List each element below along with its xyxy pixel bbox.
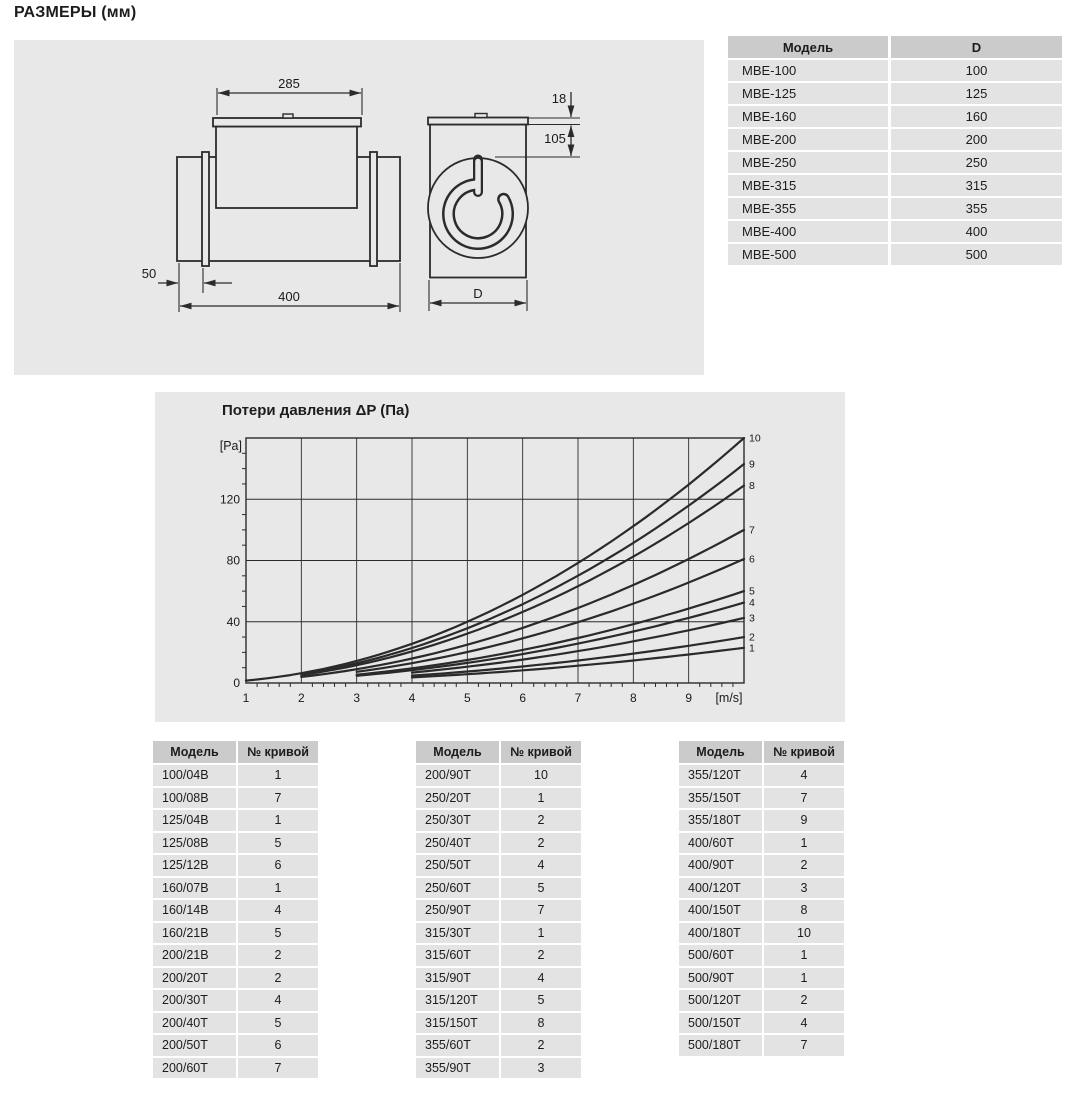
- table-row: [679, 1035, 844, 1056]
- curve-4: [357, 603, 744, 676]
- model-cell: 315/120Т: [416, 990, 499, 1011]
- dim-285-label: 285: [278, 76, 300, 91]
- curve-label-7: 7: [749, 524, 755, 537]
- value-cell: 5: [238, 923, 318, 944]
- dimensions-drawing-panel: [14, 40, 704, 375]
- model-cell: 400/60Т: [679, 833, 762, 854]
- dim-D-label: D: [473, 286, 483, 301]
- model-cell: 400/90Т: [679, 855, 762, 876]
- table-row: [153, 765, 318, 786]
- dim-400-label: 400: [278, 289, 300, 304]
- table-row: [679, 833, 844, 854]
- col-header-model: Модель: [416, 741, 499, 763]
- curve-label-5: 5: [749, 585, 755, 598]
- y-tick-label: 80: [226, 553, 240, 568]
- curve-label-10: 10: [749, 432, 761, 445]
- curve-label-8: 8: [749, 479, 755, 492]
- col-header-model: Модель: [728, 36, 888, 58]
- value-cell: 4: [501, 855, 581, 876]
- y-axis-unit-label: [Pa]: [219, 439, 242, 453]
- model-cell: 200/60Т: [153, 1058, 236, 1079]
- table-row: [679, 878, 844, 899]
- model-cell: МВЕ-200: [728, 129, 888, 150]
- col-header-model: Модель: [679, 741, 762, 763]
- model-cell: МВЕ-160: [728, 106, 888, 127]
- table-row: [416, 900, 581, 921]
- table-header-row: [416, 741, 581, 763]
- model-cell: 355/90Т: [416, 1058, 499, 1079]
- value-cell: 7: [501, 900, 581, 921]
- pressure-loss-panel: [155, 392, 845, 722]
- model-cell: 250/50Т: [416, 855, 499, 876]
- table-row: [728, 175, 1062, 196]
- model-diameter-table: [728, 36, 1062, 267]
- model-cell: МВЕ-125: [728, 83, 888, 104]
- model-cell: 500/120Т: [679, 990, 762, 1011]
- col-header-value: № кривой: [764, 741, 844, 763]
- curve-label-4: 4: [749, 597, 755, 610]
- value-cell: 4: [238, 900, 318, 921]
- value-cell: 8: [764, 900, 844, 921]
- table-header-row: [679, 741, 844, 763]
- table-row: [153, 833, 318, 854]
- model-cell: 100/08В: [153, 788, 236, 809]
- table-row: [416, 1035, 581, 1056]
- table-row: [728, 106, 1062, 127]
- model-cell: МВЕ-315: [728, 175, 888, 196]
- table-row: [679, 990, 844, 1011]
- table-row: [153, 968, 318, 989]
- value-cell: 1: [501, 923, 581, 944]
- value-cell: 200: [891, 129, 1062, 150]
- y-tick-label: 120: [219, 492, 240, 507]
- model-cell: МВЕ-500: [728, 244, 888, 265]
- table-row: [416, 855, 581, 876]
- table-row: [679, 968, 844, 989]
- y-tick-label: 0: [233, 676, 240, 690]
- value-cell: 315: [891, 175, 1062, 196]
- value-cell: 2: [501, 945, 581, 966]
- model-cell: 200/50Т: [153, 1035, 236, 1056]
- dim-105-label: 105: [544, 131, 566, 146]
- table-row: [728, 244, 1062, 265]
- dim-50-label: 50: [141, 266, 157, 281]
- dim-18-label: 18: [551, 91, 567, 106]
- model-cell: 200/21В: [153, 945, 236, 966]
- table-row: [416, 1013, 581, 1034]
- front-lid-nub: [475, 114, 487, 118]
- model-cell: МВЕ-250: [728, 152, 888, 173]
- table-row: [728, 221, 1062, 242]
- value-cell: 250: [891, 152, 1062, 173]
- model-cell: 315/60Т: [416, 945, 499, 966]
- model-cell: 400/180Т: [679, 923, 762, 944]
- col-header-value: D: [891, 36, 1062, 58]
- terminal-box-lid: [213, 118, 361, 127]
- model-cell: 200/40Т: [153, 1013, 236, 1034]
- table-row: [416, 765, 581, 786]
- y-tick-label: 40: [226, 614, 240, 629]
- model-cell: 250/30Т: [416, 810, 499, 831]
- table-row: [416, 788, 581, 809]
- table-row: [679, 855, 844, 876]
- table-row: [416, 1058, 581, 1079]
- model-cell: 500/90Т: [679, 968, 762, 989]
- value-cell: 160: [891, 106, 1062, 127]
- value-cell: 4: [764, 1013, 844, 1034]
- side-flange-right: [370, 152, 377, 266]
- value-cell: 2: [764, 990, 844, 1011]
- table-row: [728, 152, 1062, 173]
- value-cell: 2: [764, 855, 844, 876]
- table-row: [153, 1013, 318, 1034]
- value-cell: 9: [764, 810, 844, 831]
- value-cell: 5: [501, 878, 581, 899]
- value-cell: 2: [238, 945, 318, 966]
- table-row: [728, 60, 1062, 81]
- value-cell: 1: [764, 968, 844, 989]
- side-flange-left: [202, 152, 209, 266]
- value-cell: 7: [764, 1035, 844, 1056]
- value-cell: 2: [501, 810, 581, 831]
- model-cell: 315/90Т: [416, 968, 499, 989]
- curve-label-1: 1: [749, 642, 755, 655]
- table-row: [679, 923, 844, 944]
- model-cell: 250/60Т: [416, 878, 499, 899]
- model-cell: 100/04В: [153, 765, 236, 786]
- table-row: [728, 83, 1062, 104]
- x-tick-label: 6: [519, 691, 527, 705]
- col-header-value: № кривой: [501, 741, 581, 763]
- value-cell: 2: [501, 833, 581, 854]
- table-row: [679, 945, 844, 966]
- table-row: [153, 900, 318, 921]
- table-row: [153, 788, 318, 809]
- value-cell: 500: [891, 244, 1062, 265]
- table-row: [153, 855, 318, 876]
- x-tick-label: 5: [463, 691, 471, 705]
- model-cell: 250/90Т: [416, 900, 499, 921]
- side-view: [177, 114, 400, 266]
- curve-table-2: [416, 741, 581, 1080]
- model-cell: 200/90Т: [416, 765, 499, 786]
- table-row: [153, 810, 318, 831]
- model-cell: 160/07В: [153, 878, 236, 899]
- x-tick-label: 4: [408, 691, 416, 705]
- value-cell: 5: [501, 990, 581, 1011]
- model-cell: 200/20Т: [153, 968, 236, 989]
- table-row: [728, 198, 1062, 219]
- value-cell: 4: [501, 968, 581, 989]
- curve-label-9: 9: [749, 458, 755, 471]
- value-cell: 5: [238, 1013, 318, 1034]
- x-tick-label: 7: [574, 691, 582, 705]
- value-cell: 8: [501, 1013, 581, 1034]
- table-row: [153, 923, 318, 944]
- value-cell: 7: [238, 788, 318, 809]
- table-row: [416, 945, 581, 966]
- model-cell: 160/14В: [153, 900, 236, 921]
- model-cell: 250/40Т: [416, 833, 499, 854]
- table-row: [153, 1058, 318, 1079]
- model-cell: 400/150Т: [679, 900, 762, 921]
- model-cell: 500/180Т: [679, 1035, 762, 1056]
- value-cell: 7: [764, 788, 844, 809]
- model-cell: 315/150Т: [416, 1013, 499, 1034]
- value-cell: 1: [764, 945, 844, 966]
- table-row: [679, 900, 844, 921]
- model-cell: МВЕ-100: [728, 60, 888, 81]
- curve-table-3: [679, 741, 844, 1058]
- table-row: [416, 878, 581, 899]
- front-lid: [428, 118, 528, 125]
- table-header-row: [728, 36, 1062, 58]
- table-row: [679, 810, 844, 831]
- value-cell: 125: [891, 83, 1062, 104]
- table-row: [153, 945, 318, 966]
- model-cell: 355/60Т: [416, 1035, 499, 1056]
- x-tick-label: 2: [297, 691, 305, 705]
- value-cell: 6: [238, 855, 318, 876]
- table-row: [153, 990, 318, 1011]
- table-row: [153, 1035, 318, 1056]
- model-cell: 125/12В: [153, 855, 236, 876]
- col-header-model: Модель: [153, 741, 236, 763]
- duct-heater-drawing: [14, 40, 704, 375]
- value-cell: 2: [501, 1035, 581, 1056]
- x-tick-label: 3: [353, 691, 361, 705]
- model-cell: 355/120Т: [679, 765, 762, 786]
- page-title: РАЗМЕРЫ (мм): [14, 4, 137, 21]
- table-row: [728, 129, 1062, 150]
- chart-title: Потери давления ΔP (Па): [222, 402, 410, 419]
- model-cell: 200/30Т: [153, 990, 236, 1011]
- x-tick-label: 9: [685, 691, 693, 705]
- model-cell: МВЕ-355: [728, 198, 888, 219]
- value-cell: 2: [238, 968, 318, 989]
- model-cell: 500/60Т: [679, 945, 762, 966]
- table-row: [416, 923, 581, 944]
- model-cell: МВЕ-400: [728, 221, 888, 242]
- value-cell: 10: [764, 923, 844, 944]
- model-cell: 400/120Т: [679, 878, 762, 899]
- curve-10: [246, 438, 744, 681]
- model-cell: 355/150Т: [679, 788, 762, 809]
- value-cell: 1: [238, 765, 318, 786]
- value-cell: 400: [891, 221, 1062, 242]
- table-header-row: [153, 741, 318, 763]
- model-cell: 355/180Т: [679, 810, 762, 831]
- lid-nub: [283, 114, 293, 118]
- value-cell: 10: [501, 765, 581, 786]
- curve-table-1: [153, 741, 318, 1080]
- value-cell: 355: [891, 198, 1062, 219]
- model-cell: 315/30Т: [416, 923, 499, 944]
- value-cell: 1: [501, 788, 581, 809]
- table-row: [416, 990, 581, 1011]
- curve-label-2: 2: [749, 631, 755, 644]
- table-row: [153, 878, 318, 899]
- value-cell: 3: [764, 878, 844, 899]
- model-cell: 160/21В: [153, 923, 236, 944]
- value-cell: 4: [764, 765, 844, 786]
- table-row: [679, 1013, 844, 1034]
- value-cell: 3: [501, 1058, 581, 1079]
- value-cell: 1: [238, 878, 318, 899]
- value-cell: 5: [238, 833, 318, 854]
- x-tick-label: 1: [242, 691, 250, 705]
- table-row: [679, 765, 844, 786]
- curve-label-3: 3: [749, 612, 755, 625]
- x-tick-label: 8: [629, 691, 637, 705]
- model-cell: 250/20Т: [416, 788, 499, 809]
- table-row: [416, 833, 581, 854]
- x-axis-unit-label: [m/s]: [715, 691, 743, 705]
- model-cell: 125/08В: [153, 833, 236, 854]
- value-cell: 7: [238, 1058, 318, 1079]
- value-cell: 1: [764, 833, 844, 854]
- col-header-value: № кривой: [238, 741, 318, 763]
- model-cell: 125/04В: [153, 810, 236, 831]
- value-cell: 4: [238, 990, 318, 1011]
- value-cell: 6: [238, 1035, 318, 1056]
- pressure-loss-chart: [155, 392, 845, 722]
- value-cell: 100: [891, 60, 1062, 81]
- terminal-box: [216, 127, 357, 209]
- model-cell: 500/150Т: [679, 1013, 762, 1034]
- table-row: [416, 810, 581, 831]
- table-row: [679, 788, 844, 809]
- table-row: [416, 968, 581, 989]
- curve-label-6: 6: [749, 553, 755, 566]
- value-cell: 1: [238, 810, 318, 831]
